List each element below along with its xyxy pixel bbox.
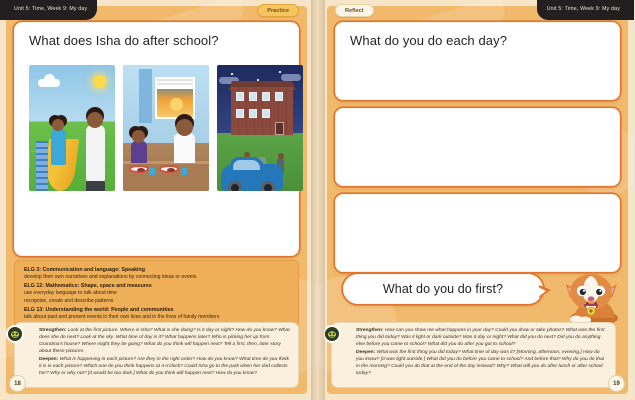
plate-icon [129,165,149,173]
window-icon [236,109,244,118]
window-icon [262,109,270,118]
picture-sequence [29,65,303,191]
window-blind [155,77,195,89]
page-number-left: 18 [9,375,26,392]
car-shape [221,164,283,191]
window-icon [236,92,244,101]
deepen-label: Deepen: [39,357,59,363]
picture-panel-dinner[interactable] [123,65,209,191]
plate-icon [159,165,179,173]
objective-heading: ELG 3: Communication and language: Speaking [24,267,145,273]
window-icon [249,109,257,118]
teacher-notes-right [331,322,616,388]
deepen-label: Deepen: [356,350,376,356]
child-figure [131,141,147,163]
cup-icon [149,168,155,175]
speech-bubble-prompt [343,274,543,304]
sun-icon [93,75,106,88]
objective-line: recognise, create and describe patterns [24,298,114,305]
right-page [317,0,634,400]
strengthen-text: Look at the first picture. Where is Isha? What is she doing? Is it day or night? How do you know? What does she do next? Look at the sky. What time of day is it? What happens later? Who is picking her up from Grandma's house? Where might they be going? What do you think will happen next? Tell a first, then, later story about these pictures. [39,328,290,354]
car-wheel [261,181,275,191]
strengthen-note-right [356,328,607,349]
unit-header-left: Unit 5: Time, Week 9: My day [0,0,97,20]
child-figure [51,129,66,165]
objective-line: use everyday language to talk about time [24,290,117,297]
adult-figure [174,133,195,163]
answer-box-1[interactable] [335,22,620,100]
answer-box-3[interactable] [335,194,620,272]
page-number-right: 19 [608,375,625,392]
window-icon [262,92,270,101]
objective-heading: ELG 13: Understanding the world: People and communities [24,307,174,314]
activity-card-left [14,22,299,256]
window-icon [275,92,283,101]
deepen-text: What was the first thing you did today? What time of day was it? [Morning, afternoon, evening.] How do you know? [It was light outside.] What did you do before you came to school? And before that? Why do you do that in the morning? Could you do that at the end of the day instead? Why? What will you do after lunch or after school today? [356,350,605,377]
answer-box-2[interactable] [335,108,620,186]
picture-panel-night-pickup[interactable] [217,65,303,191]
objective-line: develop their own narratives and explanations by connecting ideas or events [24,274,197,281]
left-page [0,0,317,400]
strand-badge-practice[interactable]: Practice [257,4,299,17]
strand-badge-reflect[interactable]: Reflect [335,4,374,17]
strengthen-text: How can you show me what happens in your day? Could you draw or take photos? What was the first thing you did today? Was it light or dark outside? Was it day or night? What did you do next? Did you do anything else before you came to school? What did you do after you got to school? [356,328,605,347]
unit-header-right: Unit 5: Time, Week 9: My day [537,0,634,20]
star-icon [231,73,233,75]
page-title-right: What do you do each day? [350,33,508,48]
strengthen-label: Strengthen: [356,328,384,333]
deepen-note-right [356,350,607,378]
strengthen-note-left [39,328,290,356]
speech-bubble-text: What do you do first? [382,282,504,296]
cloud-icon [281,74,301,81]
car-window [233,160,260,170]
picture-panel-playground[interactable] [29,65,115,191]
house-shape [231,87,293,135]
teacher-notes-icon [6,325,24,343]
cup-icon [181,168,187,175]
window-icon [249,92,257,101]
ladder-shape [36,141,48,191]
star-icon [257,79,259,81]
cloud-icon [38,79,60,87]
deepen-text: What is happening in each picture? Are they in the right order? How do you know? What time do you think it is in each picture? Which one do you think happens at 4 o'clock? Could Isha go to the park when her dad collects her? Why or why not? [It would be too dark.] What do you think will happen next? How do you know? [39,357,289,377]
objective-heading: ELG 12: Mathematics: Shape, space and measures [24,283,152,290]
objective-line: talk about past and present events in their own lives and in the lives of family members [24,314,220,321]
teacher-notes-icon [323,325,341,343]
deepen-note-left [39,357,290,378]
page-title-left: What does Isha do after school? [29,33,219,48]
teacher-notes-left [14,322,299,388]
strengthen-label: Strengthen: [39,328,67,333]
car-wheel [228,181,242,191]
learning-objectives-box [14,260,299,328]
star-icon [279,71,281,73]
curtain [139,69,152,123]
adult-figure [86,125,105,181]
door-icon [275,122,284,135]
dog-mascot [560,268,624,328]
